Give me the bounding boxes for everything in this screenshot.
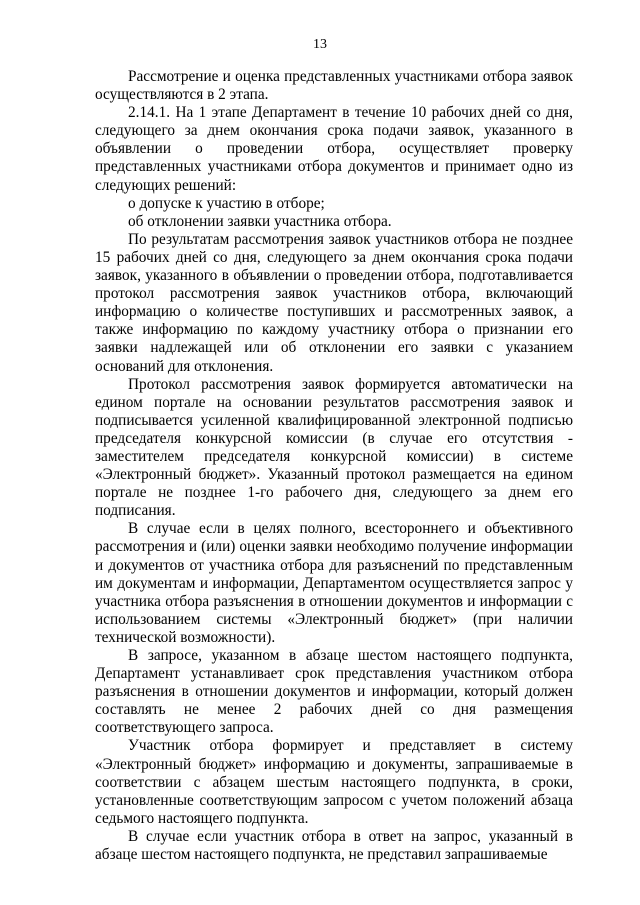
paragraph-no-response: В случае если участник отбора в ответ на запрос, указанный в абзаце шестом настоящего подпункта, не представил запрашиваемые bbox=[95, 827, 573, 864]
paragraph-participant-response: Участник отбора формирует и представляет в систему «Электронный бюджет» информацию и документы, запрашиваемые в соответствии с абзацем шестым настоящего подпункта, в сроки, установленные соответствующим запросом с учетом положений абзаца седьмого настоящего подпункта. bbox=[95, 737, 573, 827]
paragraph-rejection-decision: об отклонении заявки участника отбора. bbox=[128, 212, 392, 230]
paragraph-2-14-1: 2.14.1. На 1 этапе Департамент в течение 10 рабочих дней со дня, следующего за днем окончания срока подачи заявок, указанного в объявлении о проведении отбора, осуществляет проверку представленных участниками отбора документов и принимает одно из следующих решений: bbox=[95, 104, 573, 194]
paragraph-review-protocol: По результатам рассмотрения заявок участников отбора не позднее 15 рабочих дней со дня, следующего за днем окончания срока подачи заявок, указанного в объявлении о проведении отбора, подготавливается протокол рассмотрения заявок участников отбора, включающий информацию о количестве поступивших и рассмотренных заявок, а также информацию по каждому участнику отбора о признании его заявки надлежащей или об отклонении его заявки с указанием оснований для отклонения. bbox=[95, 230, 573, 375]
paragraph-review-stages: Рассмотрение и оценка представленных участниками отбора заявок осуществляются в 2 этапа. bbox=[95, 68, 573, 104]
document-body bbox=[95, 68, 573, 864]
page-number: 13 bbox=[313, 37, 327, 52]
paragraph-admission-decision: о допуске к участию в отборе; bbox=[128, 194, 325, 212]
paragraph-protocol-signing: Протокол рассмотрения заявок формируется автоматически на едином портале на основании результатов рассмотрения заявок и подписывается усиленной квалифицированной электронной подписью председателя конкурсной комиссии (в случае его отсутствия - заместителем председателя конкурсной комиссии) в системе «Электронный бюджет». Указанный протокол размещается на едином портале не позднее 1-го рабочего дня, следующего за днем его подписания. bbox=[95, 375, 573, 520]
paragraph-request-deadline: В запросе, указанном в абзаце шестом настоящего подпункта, Департамент устанавливает срок представления участником отбора разъяснения в отношении документов и информации, который должен составлять не менее 2 рабочих дней со дня размещения соответствующего запроса. bbox=[95, 647, 573, 737]
paragraph-clarification-request: В случае если в целях полного, всестороннего и объективного рассмотрения и (или) оценки заявки необходимо получение информации и документов от участника отбора для разъяснений по представленным им документам и информации, Департаментом осуществляется запрос у участника отбора разъяснения в отношении документов и информации с использованием системы «Электронный бюджет» (при наличии технической возможности). bbox=[95, 520, 573, 646]
